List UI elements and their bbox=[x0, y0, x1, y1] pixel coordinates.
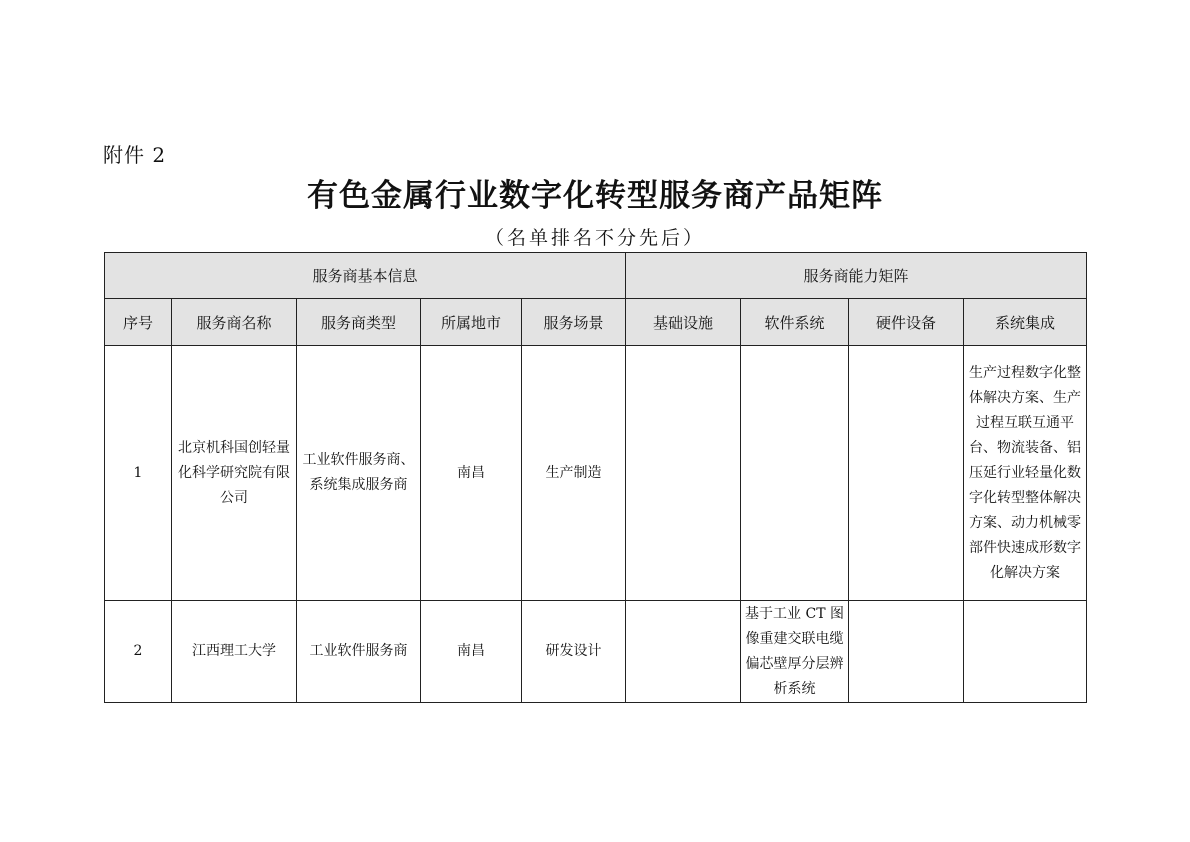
cell-scenario: 生产制造 bbox=[522, 346, 626, 601]
cell-integration bbox=[964, 601, 1087, 703]
page-title: 有色金属行业数字化转型服务商产品矩阵 bbox=[307, 178, 883, 214]
group-header-capability-matrix: 服务商能力矩阵 bbox=[626, 253, 1087, 299]
column-header-scenario: 服务场景 bbox=[522, 299, 626, 346]
cell-hardware bbox=[849, 346, 964, 601]
product-matrix-table bbox=[104, 252, 1087, 703]
column-header-name: 服务商名称 bbox=[172, 299, 297, 346]
cell-software: 基于工业 CT 图像重建交联电缆偏芯壁厚分层辨析系统 bbox=[741, 601, 849, 703]
column-header-integration: 系统集成 bbox=[964, 299, 1087, 346]
cell-integration: 生产过程数字化整体解决方案、生产过程互联互通平台、物流装备、铝压延行业轻量化数字化转型整体解决方案、动力机械零部件快速成形数字化解决方案 bbox=[964, 346, 1087, 601]
attachment-label: 附件 2 bbox=[103, 143, 167, 167]
column-header-infrastructure: 基础设施 bbox=[626, 299, 741, 346]
column-header-index: 序号 bbox=[105, 299, 172, 346]
group-header-row bbox=[105, 253, 1087, 299]
cell-name: 北京机科国创轻量化科学研究院有限公司 bbox=[172, 346, 297, 601]
cell-city: 南昌 bbox=[421, 601, 522, 703]
column-header-row bbox=[105, 299, 1087, 346]
cell-index: 2 bbox=[105, 601, 172, 703]
cell-type: 工业软件服务商 bbox=[297, 601, 421, 703]
cell-scenario: 研发设计 bbox=[522, 601, 626, 703]
page-subtitle: （名单排名不分先后） bbox=[484, 227, 705, 249]
cell-hardware bbox=[849, 601, 964, 703]
column-header-hardware: 硬件设备 bbox=[849, 299, 964, 346]
cell-infrastructure bbox=[626, 601, 741, 703]
group-header-basic-info: 服务商基本信息 bbox=[105, 253, 626, 299]
column-header-software: 软件系统 bbox=[741, 299, 849, 346]
cell-name: 江西理工大学 bbox=[172, 601, 297, 703]
column-header-city: 所属地市 bbox=[421, 299, 522, 346]
column-header-type: 服务商类型 bbox=[297, 299, 421, 346]
cell-infrastructure bbox=[626, 346, 741, 601]
cell-city: 南昌 bbox=[421, 346, 522, 601]
table-row bbox=[105, 601, 1087, 703]
cell-type: 工业软件服务商、系统集成服务商 bbox=[297, 346, 421, 601]
table-row bbox=[105, 346, 1087, 601]
cell-index: 1 bbox=[105, 346, 172, 601]
cell-software bbox=[741, 346, 849, 601]
